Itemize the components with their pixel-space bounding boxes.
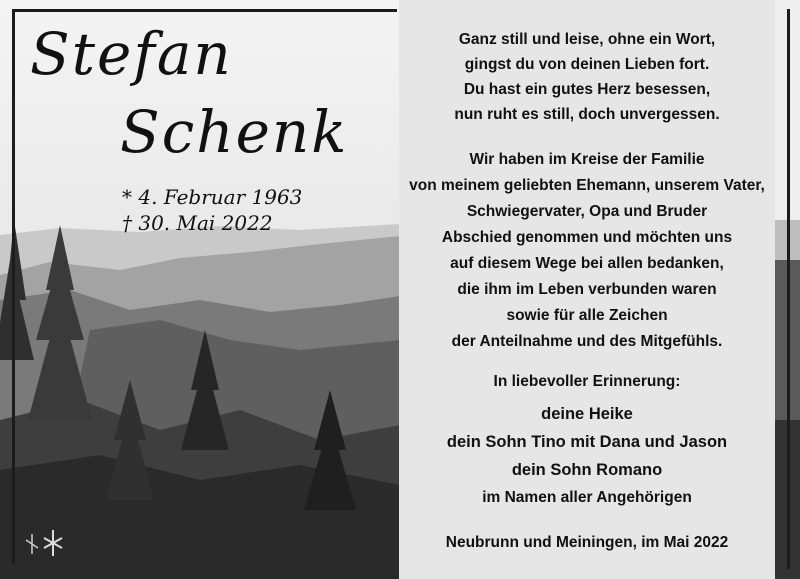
thanks-line: sowie für alle Zeichen: [506, 307, 668, 324]
death-date: † 30. Mai 2022: [122, 211, 273, 235]
thanks-line: Abschied genommen und möchten uns: [441, 229, 733, 246]
signatory-line: dein Sohn Tino mit Dana und Jason: [446, 433, 728, 451]
birth-date: * 4. Februar 1963: [122, 185, 303, 209]
frame-line-top: [12, 9, 397, 12]
poem-line: gingst du von deinen Lieben fort.: [464, 56, 710, 73]
poem-line: nun ruht es still, doch unvergessen.: [454, 106, 720, 123]
thanks-line: von meinem geliebten Ehemann, unserem Vater,: [409, 177, 765, 194]
signatory-line: deine Heike: [541, 405, 633, 423]
remembrance-intro: In liebevoller Erinnerung:: [493, 373, 681, 390]
first-name: Stefan: [30, 20, 233, 88]
thanks-line: Schwiegervater, Opa und Bruder: [466, 203, 708, 220]
last-name: Schenk: [120, 98, 349, 166]
thanks-line: der Anteilnahme und des Mitgefühls.: [451, 333, 723, 350]
thanks-line: die ihm im Leben verbunden waren: [457, 281, 717, 298]
poem-line: Ganz still und leise, ohne ein Wort,: [458, 31, 716, 48]
frame-line-left: [12, 9, 15, 564]
thanks-line: Wir haben im Kreise der Familie: [469, 151, 705, 168]
place-date: Neubrunn und Meiningen, im Mai 2022: [445, 534, 729, 551]
life-dates: [122, 184, 302, 236]
signatory-line: im Namen aller Angehörigen: [482, 489, 692, 506]
thanks-line: auf diesem Wege bei allen bedanken,: [450, 255, 724, 272]
frame-line-right: [787, 9, 790, 569]
poem-line: Du hast ein gutes Herz besessen,: [463, 81, 711, 98]
signatory-line: dein Sohn Romano: [511, 461, 663, 479]
